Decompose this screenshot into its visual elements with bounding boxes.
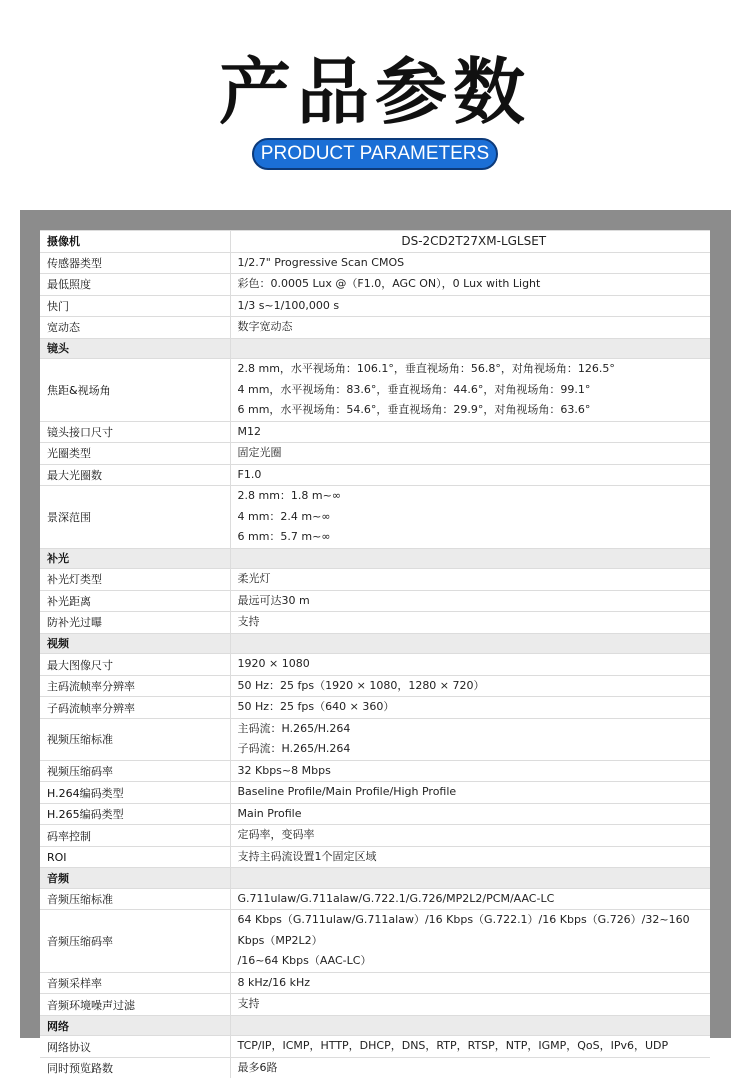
table-row: [40, 1057, 710, 1078]
spec-value: [230, 675, 710, 697]
spec-label: 光圈类型: [40, 443, 230, 465]
spec-table-container: [40, 230, 710, 1076]
spec-label: 镜头: [40, 338, 230, 359]
spec-label: 视频: [40, 633, 230, 654]
spec-value-line: 50 Hz：25 fps（640 × 360）: [237, 700, 395, 714]
spec-value: [230, 338, 710, 359]
spec-label: 音频压缩码率: [40, 910, 230, 973]
spec-value-line: DS-2CD2T27XM-LGLSET: [401, 234, 547, 248]
spec-label: 补光: [40, 548, 230, 569]
spec-value: [230, 782, 710, 804]
spec-value: [230, 464, 710, 486]
spec-label: 最大光圈数: [40, 464, 230, 486]
spec-value-line: TCP/IP，ICMP，HTTP，DHCP，DNS，RTP，RTSP，NTP，IGMP，QoS，IPv6，UDP: [237, 1039, 669, 1053]
page-title: 产品参数: [218, 50, 531, 134]
spec-value: [230, 972, 710, 994]
table-row: [40, 803, 710, 825]
spec-value: [230, 760, 710, 782]
spec-value: [230, 718, 710, 760]
table-row: [40, 654, 710, 676]
spec-value-line: 8 kHz/16 kHz: [237, 975, 311, 989]
table-row: [40, 760, 710, 782]
spec-value-line: M12: [237, 424, 261, 438]
spec-value-line: 支持: [237, 615, 260, 629]
spec-label: 码率控制: [40, 825, 230, 847]
spec-label: 同时预览路数: [40, 1057, 230, 1078]
table-row: [40, 486, 710, 549]
hero-banner: [0, 0, 750, 210]
spec-value-line: 6 mm：5.7 m~∞: [237, 530, 331, 544]
table-row: [40, 443, 710, 465]
spec-value-line: 彩色：0.0005 Lux @（F1.0，AGC ON），0 Lux with Light: [237, 277, 541, 290]
spec-value: [230, 295, 710, 317]
subtitle-badge: PRODUCT PARAMETERS: [252, 138, 498, 170]
spec-label: 防补光过曝: [40, 612, 230, 634]
spec-label: 音频: [40, 868, 230, 889]
spec-label: 主码流帧率分辨率: [40, 675, 230, 697]
spec-value: [230, 825, 710, 847]
spec-value: [230, 252, 710, 274]
table-row: [40, 994, 710, 1016]
spec-value: [230, 846, 710, 868]
section-row: [40, 548, 710, 569]
spec-value: [230, 443, 710, 465]
spec-value-line: 4 mm，水平视场角：83.6°，垂直视场角：44.6°，对角视场角：99.1°: [237, 382, 591, 396]
spec-value-line: Baseline Profile/Main Profile/High Profile: [237, 785, 457, 799]
spec-value: [230, 1036, 710, 1058]
spec-label: 快门: [40, 295, 230, 317]
spec-value: [230, 590, 710, 612]
spec-value: [230, 654, 710, 676]
spec-value-line: /16~64 Kbps（AAC-LC）: [237, 954, 372, 968]
spec-value-line: 定码率，变码率: [237, 828, 315, 842]
spec-table: [40, 230, 710, 1078]
table-row: [40, 612, 710, 634]
table-row: [40, 569, 710, 591]
spec-label: 音频采样率: [40, 972, 230, 994]
table-row: [40, 590, 710, 612]
spec-value-line: 1920 × 1080: [237, 657, 310, 671]
spec-value-line: 50 Hz：25 fps（1920 × 1080，1280 × 720）: [237, 678, 485, 692]
table-row: [40, 888, 710, 910]
spec-label: 音频环境噪声过滤: [40, 994, 230, 1016]
table-row: [40, 421, 710, 443]
table-row: [40, 464, 710, 486]
spec-value-line: 1/2.7" Progressive Scan CMOS: [237, 255, 405, 269]
table-row: [40, 910, 710, 973]
table-row: [40, 846, 710, 868]
spec-value: [230, 421, 710, 443]
spec-value-line: 6 mm，水平视场角：54.6°，垂直视场角：29.9°，对角视场角：63.6°: [237, 403, 591, 417]
spec-value-line: 32 Kbps~8 Mbps: [237, 763, 331, 777]
spec-label: 视频压缩码率: [40, 760, 230, 782]
section-row: [40, 1015, 710, 1036]
spec-value: [230, 1057, 710, 1078]
table-row: [40, 1036, 710, 1058]
spec-label: 景深范围: [40, 486, 230, 549]
table-row: [40, 359, 710, 422]
spec-value: [230, 803, 710, 825]
spec-value-line: 主码流：H.265/H.264: [237, 721, 351, 735]
spec-label: 子码流帧率分辨率: [40, 697, 230, 719]
spec-value: [230, 274, 710, 296]
spec-label: 宽动态: [40, 317, 230, 339]
spec-value: [230, 994, 710, 1016]
spec-value-line: 64 Kbps（G.711ulaw/G.711alaw）/16 Kbps（G.722.1）/16 Kbps（G.726）/32~160 Kbps（MP2L2）: [237, 913, 690, 947]
table-row: [40, 274, 710, 296]
spec-label: 最低照度: [40, 274, 230, 296]
spec-label: 网络协议: [40, 1036, 230, 1058]
spec-label: 补光灯类型: [40, 569, 230, 591]
spec-value-line: 2.8 mm，水平视场角：106.1°，垂直视场角：56.8°，对角视场角：126.5°: [237, 362, 615, 376]
spec-value: [230, 697, 710, 719]
table-row: [40, 718, 710, 760]
table-header-row: [40, 231, 710, 253]
spec-value-line: 支持: [237, 997, 260, 1011]
spec-value: [230, 359, 710, 422]
spec-value: [230, 231, 710, 253]
spec-value-line: F1.0: [237, 467, 262, 481]
spec-value: [230, 612, 710, 634]
spec-label: 镜头接口尺寸: [40, 421, 230, 443]
spec-value-line: G.711ulaw/G.711alaw/G.722.1/G.726/MP2L2/PCM/AAC-LC: [237, 891, 555, 905]
spec-value-line: 最远可达30 m: [237, 593, 310, 607]
table-row: [40, 972, 710, 994]
spec-value-line: 1/3 s~1/100,000 s: [237, 298, 340, 312]
spec-label: 传感器类型: [40, 252, 230, 274]
section-row: [40, 868, 710, 889]
spec-label: 最大图像尺寸: [40, 654, 230, 676]
spec-value-line: 支持主码流设置1个固定区域: [237, 849, 377, 863]
spec-label: 摄像机: [40, 231, 230, 253]
spec-value: [230, 888, 710, 910]
spec-value: [230, 910, 710, 973]
spec-value-line: 最多6路: [237, 1060, 278, 1074]
spec-value: [230, 569, 710, 591]
table-row: [40, 675, 710, 697]
spec-value-line: 固定光圈: [237, 446, 282, 460]
table-row: [40, 317, 710, 339]
section-row: [40, 338, 710, 359]
table-row: [40, 252, 710, 274]
spec-label: 音频压缩标准: [40, 888, 230, 910]
spec-label: H.264编码类型: [40, 782, 230, 804]
spec-value: [230, 1015, 710, 1036]
spec-value-line: Main Profile: [237, 806, 302, 820]
spec-label: 视频压缩标准: [40, 718, 230, 760]
table-row: [40, 782, 710, 804]
spec-label: 焦距&视场角: [40, 359, 230, 422]
spec-value-line: 柔光灯: [237, 572, 271, 586]
spec-value: [230, 868, 710, 889]
spec-value-line: 子码流：H.265/H.264: [237, 742, 351, 756]
spec-value: [230, 548, 710, 569]
table-row: [40, 825, 710, 847]
spec-value: [230, 317, 710, 339]
spec-value-line: 2.8 mm：1.8 m~∞: [237, 489, 342, 503]
spec-label: 网络: [40, 1015, 230, 1036]
spec-value: [230, 486, 710, 549]
spec-value-line: 4 mm：2.4 m~∞: [237, 509, 331, 523]
spec-label: H.265编码类型: [40, 803, 230, 825]
table-row: [40, 295, 710, 317]
spec-label: 补光距离: [40, 590, 230, 612]
table-row: [40, 697, 710, 719]
spec-label: ROI: [40, 846, 230, 868]
spec-value: [230, 633, 710, 654]
section-row: [40, 633, 710, 654]
spec-value-line: 数字宽动态: [237, 320, 293, 333]
